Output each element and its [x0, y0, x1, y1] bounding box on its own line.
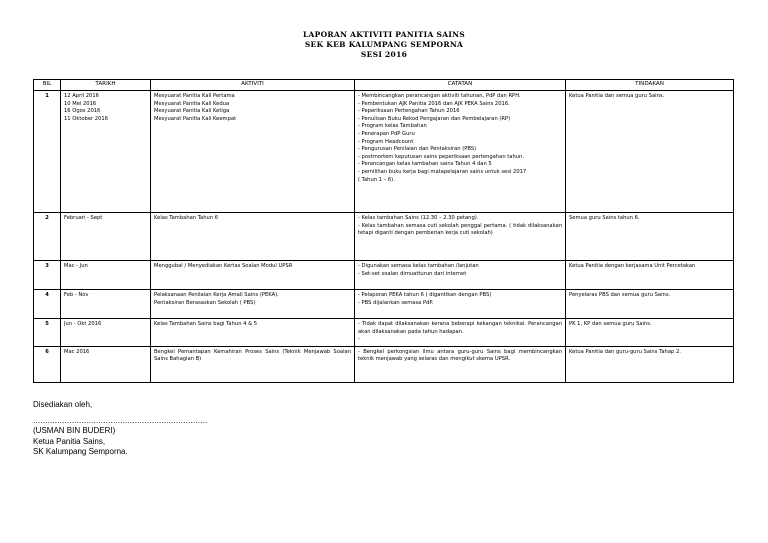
date-line: 11 Oktober 2016: [64, 115, 109, 122]
activity-line: Bengkel Pemantapan Kemahiran Proses Sains (Teknik Menjawab Soalan Sains Bahagian B): [154, 348, 351, 363]
date-line: 16 Ogos 2016: [64, 108, 101, 115]
note-item: - Program kelas Tambahan: [358, 123, 427, 130]
prepared-by-label: Disediakan oleh,: [33, 400, 93, 409]
report-header: [0, 30, 768, 60]
cell-bil: 2: [34, 213, 61, 261]
column-header-tarikh: TARIKH: [61, 80, 151, 91]
cell-aktiviti: [151, 213, 355, 261]
note-item: - Tidak dapat dilaksanakan kerana beberapi kekangan teknikal. Perancangan akan dilaksanakan pada tahun hadapan.: [358, 321, 562, 335]
cell-catatan: [355, 346, 566, 382]
table-row: [34, 91, 734, 213]
cell-catatan: [355, 261, 566, 290]
note-item: ( Tahun 1 – 6).: [358, 176, 395, 183]
note-item: - Pengurusan Penilaian dan Pentaksiran (PBS): [358, 146, 477, 153]
date-line: Februari - Sept: [64, 215, 103, 221]
table-row: [34, 261, 734, 290]
note-item: - Membincangkan perancangan aktiviti tahunan, PdP dan RPH.: [358, 93, 521, 99]
cell-tarikh: [61, 319, 151, 347]
cell-tarikh: [61, 346, 151, 382]
table-row: [34, 319, 734, 347]
note-item: - Pelaporan PEKA tahun 6 ( digantikan dengan PBS): [358, 292, 492, 298]
note-item: - Program Headcount: [358, 138, 414, 145]
note-item: - Bengkel perkongsian ilmu antara guru-guru Sains bagi membincangkan teknik menjawab yang selaras dan mengikut skema UPSR.: [358, 348, 562, 363]
cell-bil: 1: [34, 91, 61, 213]
note-item: - postmortem keputusan sains peperiksaan pertengahan tahun.: [358, 153, 524, 160]
column-header-aktiviti: AKTIVITI: [151, 80, 355, 91]
note-item: - Kelas tambahan semasa cuti sekolah penggal pertama. ( tidak dilaksanakan tetapi diganti dengan pemberian kerja cuti sekolah): [358, 222, 562, 237]
cell-tarikh: [61, 290, 151, 319]
date-line: Mac - Jun: [64, 263, 88, 269]
note-item: - pemilihan buku kerja bagi matapelajaran sains untuk sesi 2017: [358, 168, 527, 175]
cell-aktiviti: [151, 261, 355, 290]
cell-tindakan: Ketua Panitia dan guru-guru Sains Tahap 2.: [566, 346, 734, 382]
note-item: - Peperiksaan Pertengahan Tahun 2016: [358, 108, 460, 115]
signature-line: ........................................................................: [33, 415, 208, 425]
note-item: - Set-set soalan dimuatturun dari internet: [358, 270, 467, 277]
cell-aktiviti: [151, 91, 355, 213]
column-header-bil: BIL: [34, 80, 61, 91]
cell-bil: 5: [34, 319, 61, 347]
signatory-name: (USMAN BIN BUDERI): [33, 426, 116, 436]
table-header-row: [34, 80, 734, 91]
cell-tindakan: Ketua Panitia dan semua guru Sains.: [566, 91, 734, 213]
activity-line: Mesyuarat Panitia Kali Kedua: [154, 100, 230, 107]
cell-tarikh: [61, 261, 151, 290]
cell-aktiviti: [151, 346, 355, 382]
activity-line: Pelaksanaan Penilaian Kerja Amali Sains (PEKA).: [154, 292, 279, 298]
cell-bil: 4: [34, 290, 61, 319]
cell-catatan: [355, 213, 566, 261]
activity-line: Mesyuarat Panitia Kali Keempat: [154, 115, 237, 122]
cell-catatan: [355, 91, 566, 213]
activity-line: Mesyuarat Panitia Kali Ketiga: [154, 108, 230, 115]
cell-aktiviti: [151, 290, 355, 319]
date-line: 12 April 2016: [64, 93, 99, 99]
signatory-position: Ketua Panitia Sains,: [33, 436, 106, 446]
activity-line: Pentaksiran Berasaskan Sekolah ( PBS): [154, 299, 256, 306]
signature-block: [33, 400, 207, 458]
column-header-catatan: CATATAN: [355, 80, 566, 91]
school-name: SEK KEB KALUMPANG SEMPORNA: [304, 40, 464, 49]
note-item: - Perancangan kelas tambahan sains Tahun 4 dan 5: [358, 161, 492, 168]
cell-aktiviti: [151, 319, 355, 347]
table-row: [34, 290, 734, 319]
date-line: Mac 2016: [64, 348, 90, 355]
cell-tindakan: Ketua Panitia dengan kerjasama Unit Percetakan: [566, 261, 734, 290]
activity-line: Mesyuarat Panitia Kali Pertama: [154, 93, 235, 99]
activity-line: Kelas Tambahan Sains bagi Tahun 4 & 5: [154, 321, 258, 327]
note-item: - Penerapan PdP Guru: [358, 130, 415, 137]
activity-line: Kelas Tambahan Tahun 6: [154, 215, 219, 221]
table-row: [34, 213, 734, 261]
cell-bil: 3: [34, 261, 61, 290]
cell-bil: 6: [34, 346, 61, 382]
table-row: [34, 346, 734, 382]
cell-tindakan: Semua guru Sains tahun 6.: [566, 213, 734, 261]
activity-table: [33, 79, 734, 383]
note-item: - Digunakan semasa kelas tambahan /lanjutan: [358, 263, 479, 269]
date-line: 10 Mei 2016: [64, 100, 97, 107]
date-line: Jun - Okt 2016: [64, 321, 102, 327]
session-year: SESI 2016: [360, 50, 408, 59]
activity-line: Menggubal / Menyediakan Kertas Soalan Modul UPSR: [154, 263, 293, 269]
note-item: - Kelas tambahan Sains (12.30 – 2.30 petang).: [358, 215, 479, 221]
note-item: -: [358, 336, 360, 343]
report-title: LAPORAN AKTIVITI PANITIA SAINS: [302, 30, 466, 39]
cell-tindakan: Penyelaras PBS dan semua guru Sains.: [566, 290, 734, 319]
note-item: - Penulisan Buku Rekod Pengajaran dan Pembelajaran (RP): [358, 115, 511, 122]
note-item: - PBS dijalankan semasa PdP.: [358, 299, 434, 306]
signatory-school: SK Kalumpang Semporna.: [33, 447, 128, 457]
date-line: Feb - Nov: [64, 292, 89, 298]
column-header-tindakan: TINDAKAN: [566, 80, 734, 91]
cell-tindakan: PK 1, KP dan semua guru Sains.: [566, 319, 734, 347]
cell-tarikh: [61, 213, 151, 261]
cell-tarikh: [61, 91, 151, 213]
note-item: - Pembentukan AJK Panitia 2016 dan AJK PEKA Sains 2016.: [358, 100, 510, 107]
cell-catatan: [355, 290, 566, 319]
cell-catatan: [355, 319, 566, 347]
